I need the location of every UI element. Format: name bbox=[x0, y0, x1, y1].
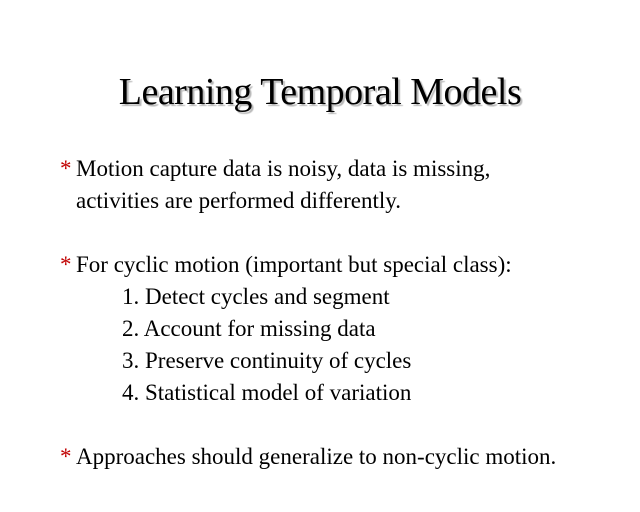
slide-title: Learning Temporal Models bbox=[118, 71, 522, 113]
bullet-marker: * bbox=[60, 156, 72, 181]
bullet-item-cyclic-motion bbox=[60, 249, 512, 281]
bullet-item-generalize bbox=[60, 441, 556, 473]
bullet-marker: * bbox=[60, 252, 72, 277]
sublist-item: 3. Preserve continuity of cycles bbox=[122, 348, 412, 373]
numbered-sublist bbox=[122, 281, 411, 409]
sublist-item: 2. Account for missing data bbox=[122, 316, 376, 341]
sublist-item: 4. Statistical model of variation bbox=[122, 380, 412, 405]
bullet-text-line: Approaches should generalize to non-cyclic motion. bbox=[76, 444, 557, 469]
bullet-text-line: For cyclic motion (important but special class): bbox=[76, 252, 512, 277]
bullet-text-line: activities are performed differently. bbox=[76, 188, 402, 213]
sublist-item: 1. Detect cycles and segment bbox=[122, 284, 390, 309]
bullet-item-noisy-data bbox=[60, 153, 490, 217]
bullet-text-line: Motion capture data is noisy, data is missing, bbox=[76, 156, 491, 181]
bullet-marker: * bbox=[60, 444, 72, 469]
